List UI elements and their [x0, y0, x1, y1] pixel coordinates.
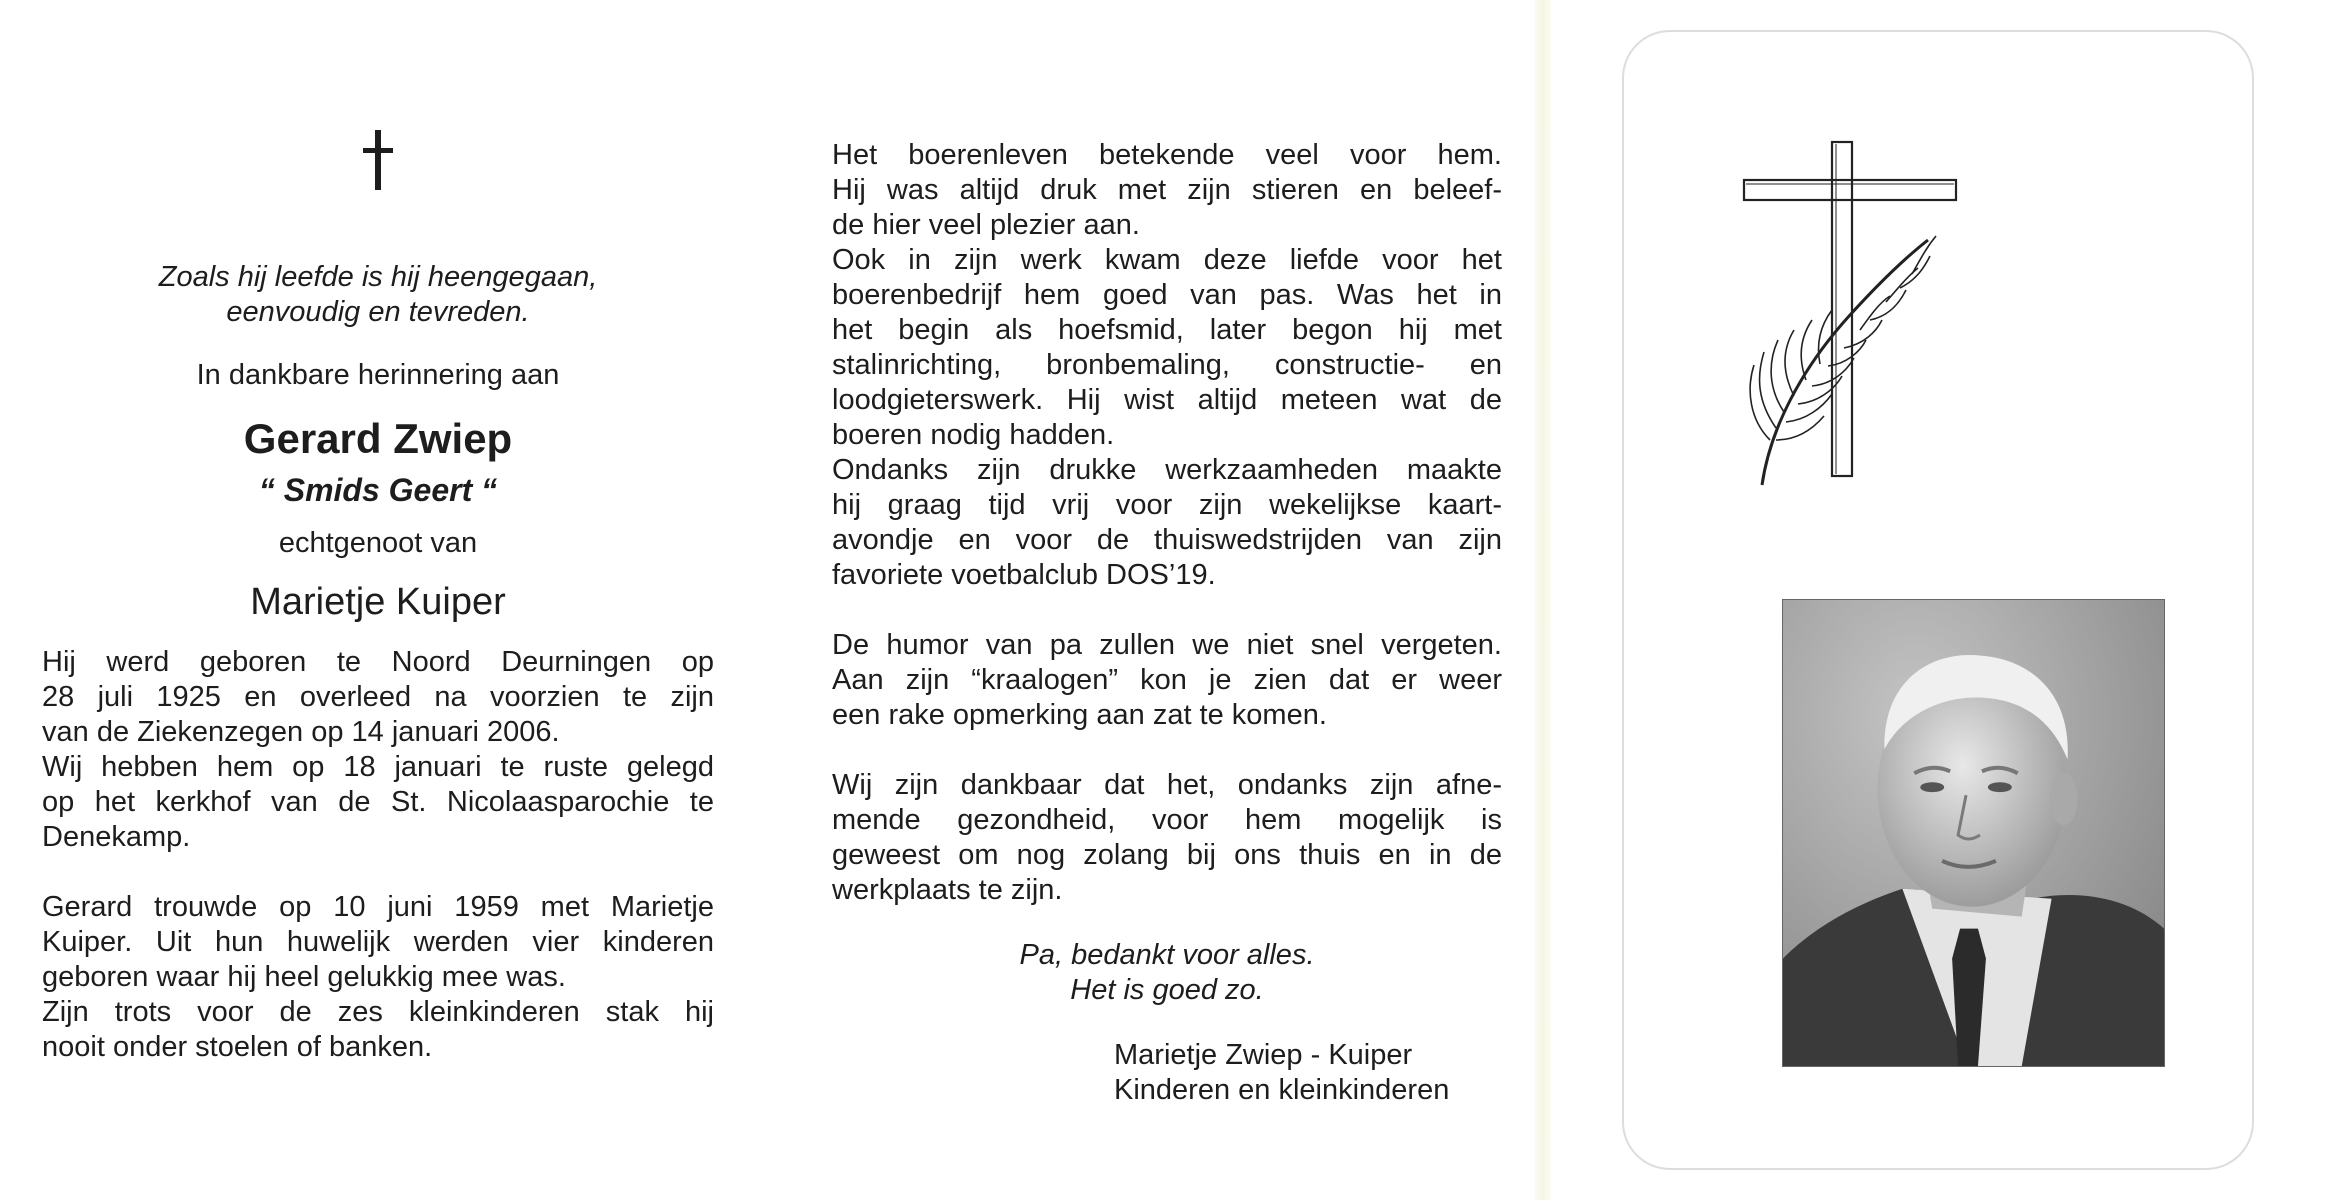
intro-text: In dankbare herinnering aan — [196, 359, 560, 391]
latin-cross-icon — [363, 130, 393, 190]
marriage-paragraph: Gerard trouwde op 10 juni 1959 met Marietje Kuiper. Uit hun huwelijk werden vier kinderen geboren waar hij heel gelukkig mee was. Zijn trots voor de zes kleinkinderen stak hij nooit onder stoelen of banken. — [42, 891, 714, 1063]
farming-paragraph: Het boerenleven betekende veel voor hem. Hij was altijd druk met zijn stieren en beleef- de hier veel plezier aan. Ook in zijn werk kwam deze liefde voor het boerenbedrijf hem goed van pas. Was het in het begin als hoefsmid, later begon hij met stalinrichting, bronbemaling, constructie- en loodgieterswerk. Hij wist altijd meteen wat de boeren nodig hadden. Ondanks zijn drukke werkzaamheden maakte hij graag tijd vrij voor zijn wekelijkse kaart- avondje en voor de thuiswedstrijden van zijn favoriete voetbalclub DOS’19. — [832, 139, 1502, 591]
gratitude-paragraph: Wij zijn dankbaar dat het, ondanks zijn afne- mende gezondheid, voor hem mogelijk is geweest om nog zolang bij ons thuis en in de werkplaats te zijn. — [832, 769, 1502, 906]
nickname: “ Smids Geert “ — [258, 472, 498, 508]
spouse-name: Marietje Kuiper — [250, 581, 506, 623]
deceased-name: Gerard Zwiep — [243, 415, 513, 462]
spouse-label: echtgenoot van — [278, 527, 478, 559]
card-fold — [1535, 0, 1551, 1200]
left-column — [42, 130, 714, 1065]
cross-with-palm-branch-icon — [1740, 140, 1960, 490]
signature: Marietje Zwiep - Kuiper Kinderen en kleinkinderen — [1114, 1039, 1450, 1106]
portrait-photo — [1782, 599, 2165, 1067]
biography-paragraph: Hij werd geboren te Noord Deurningen op 28 juli 1925 en overleed na voorzien te zijn van de Ziekenzegen op 14 januari 2006. Wij hebben hem op 18 januari te ruste gelegd op het kerkhof van de St. Nicolaasparochie te Denekamp. — [42, 646, 714, 853]
motto: Zoals hij leefde is hij heengegaan, eenvoudig en tevreden. — [158, 261, 598, 328]
closing-words: Pa, bedankt voor alles. Het is goed zo. — [1019, 939, 1315, 1006]
humor-paragraph: De humor van pa zullen we niet snel vergeten. Aan zijn “kraalogen” kon je zien dat er weer een rake opmerking aan zat te komen. — [832, 629, 1502, 731]
middle-column — [832, 138, 1502, 1108]
